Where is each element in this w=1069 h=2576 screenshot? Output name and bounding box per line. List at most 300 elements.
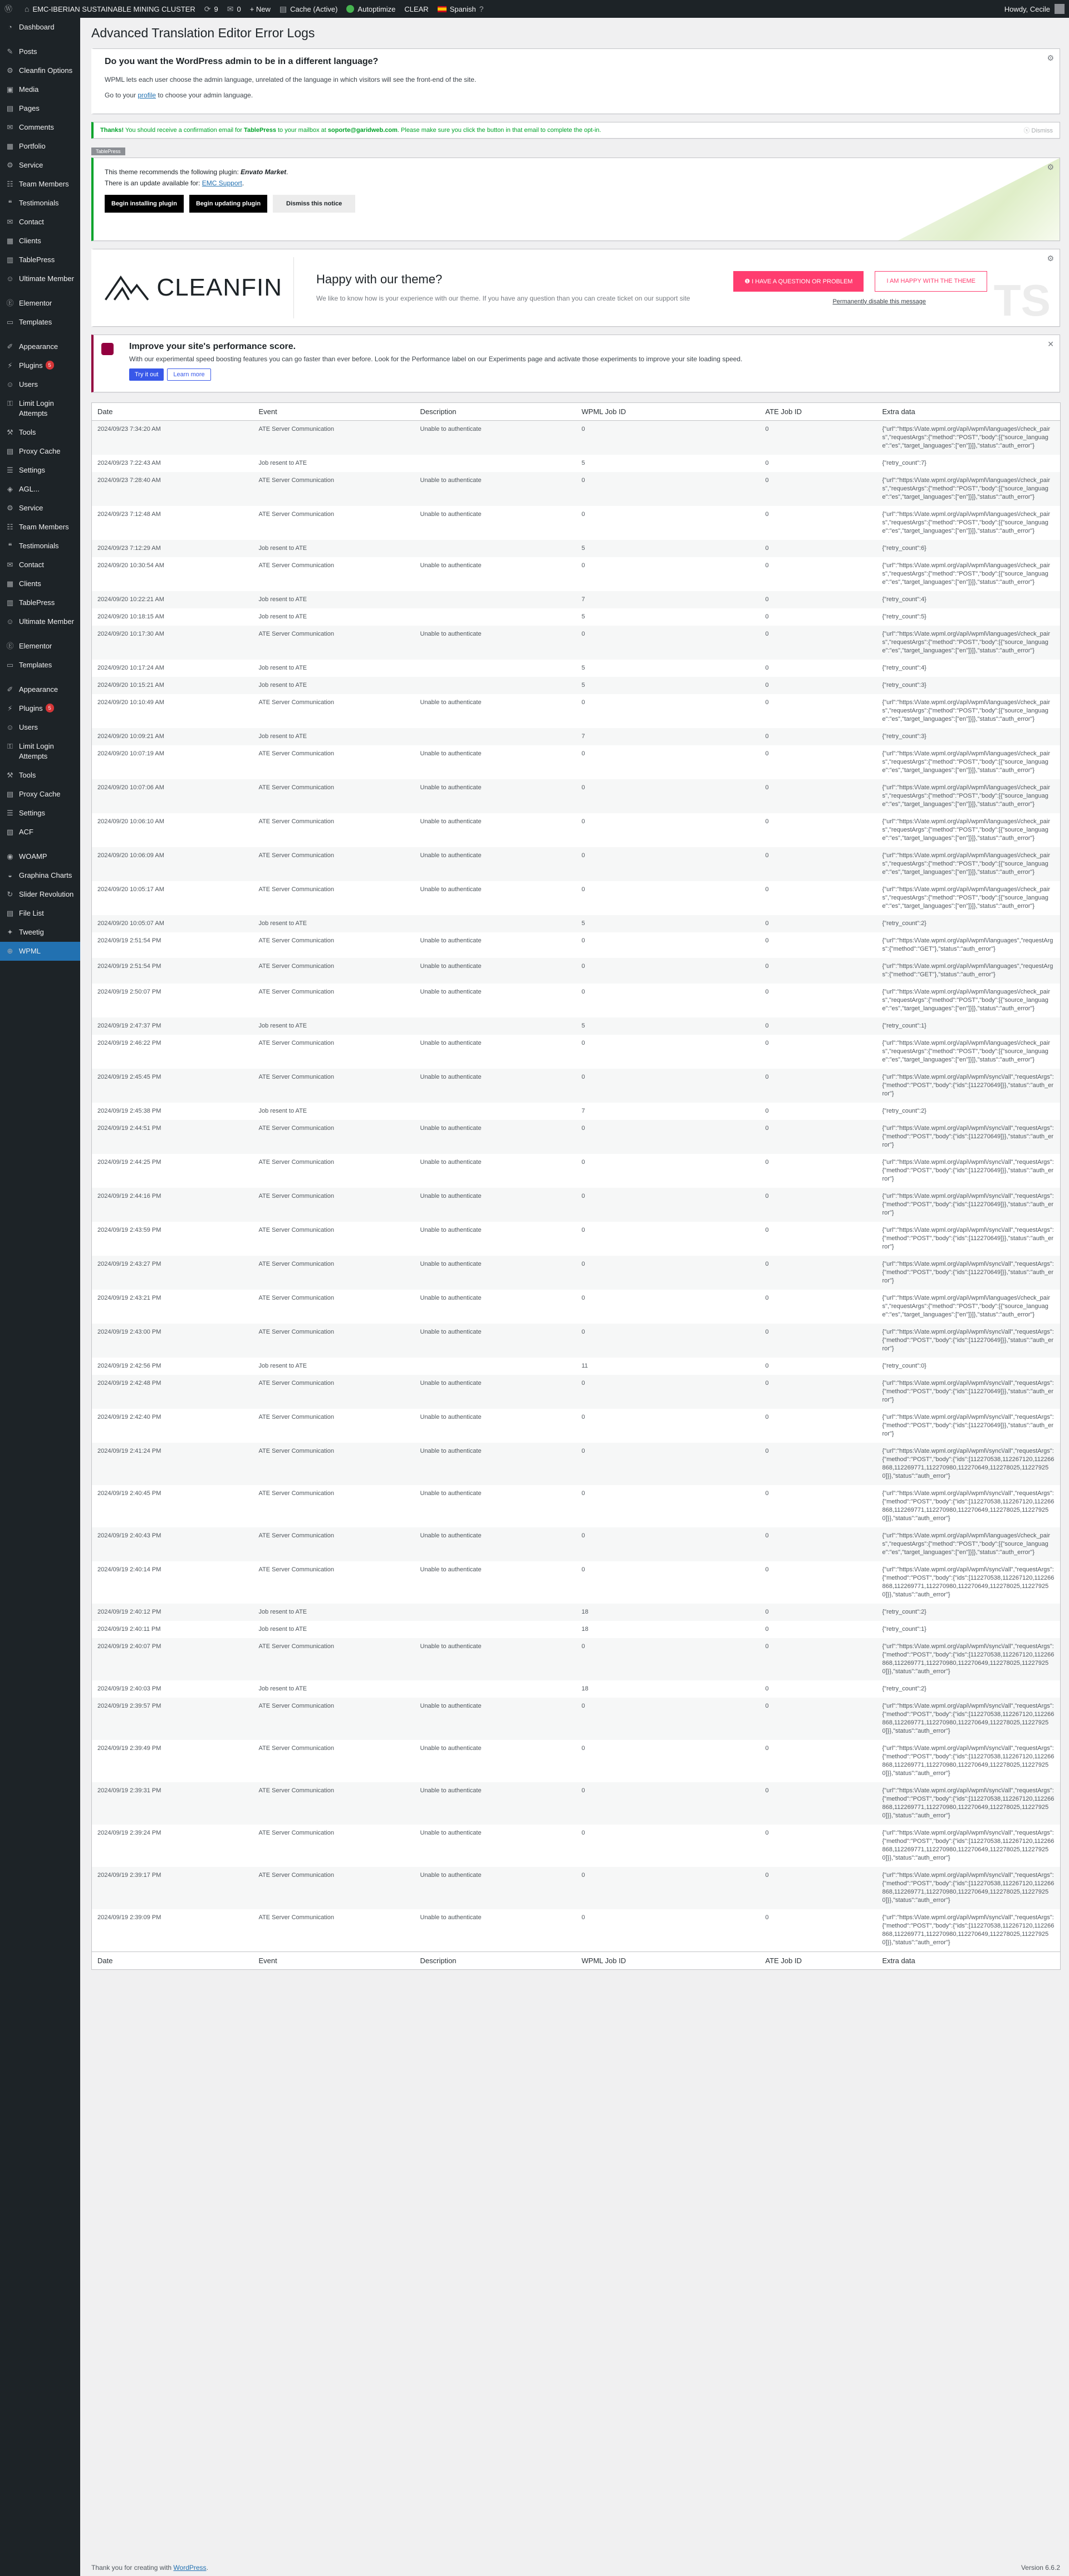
wpml-icon: ⊕ bbox=[7, 947, 13, 955]
table-row bbox=[92, 728, 1061, 745]
settings-icon: ☰ bbox=[7, 466, 13, 474]
sidebar-item-label: Portfolio bbox=[19, 142, 46, 150]
site-name-link[interactable]: ⌂ EMC-IBERIAN SUSTAINABLE MINING CLUSTER bbox=[24, 4, 195, 13]
table-header-row bbox=[92, 403, 1061, 421]
cell-date: 2024/09/19 2:40:12 PM bbox=[92, 1604, 253, 1621]
table-row bbox=[92, 1680, 1061, 1698]
cell-description bbox=[415, 660, 576, 677]
cell-ate-job-id: 0 bbox=[765, 1914, 769, 1921]
cell-description: Unable to authenticate bbox=[420, 1227, 482, 1233]
sidebar-item-graphina-charts[interactable] bbox=[0, 866, 80, 885]
cell-wpml-job-id: 0 bbox=[581, 886, 585, 893]
cell-description: Unable to authenticate bbox=[420, 886, 482, 893]
cell-event: Job resent to ATE bbox=[253, 1604, 415, 1621]
cell-wpml-job-id: 18 bbox=[581, 1685, 589, 1692]
cell-description: Unable to authenticate bbox=[420, 1745, 482, 1752]
wrench-icon: ⚒ bbox=[7, 771, 13, 779]
sidebar-item-tablepress[interactable] bbox=[0, 250, 80, 269]
sidebar-item-clients[interactable] bbox=[0, 574, 80, 593]
column-header-extra-data: Extra data bbox=[877, 403, 1061, 421]
new-content-link[interactable]: + New bbox=[249, 4, 271, 13]
cell-ate-job-id: 0 bbox=[765, 1159, 769, 1166]
cell-ate-job-id: 0 bbox=[760, 1120, 877, 1154]
cell-wpml-job-id: 18 bbox=[581, 1626, 589, 1633]
wpml-language-notice bbox=[91, 48, 1060, 114]
cell-date: 2024/09/19 2:50:07 PM bbox=[97, 989, 161, 995]
cell-extra-data: {"retry_count":2} bbox=[877, 915, 1061, 932]
table-row bbox=[92, 1909, 1061, 1952]
sidebar-item-label: Templates bbox=[19, 661, 52, 669]
cell-description bbox=[415, 1358, 576, 1375]
cell-extra-data: {"retry_count":1} bbox=[882, 1626, 926, 1633]
cell-event: ATE Server Communication bbox=[258, 511, 335, 518]
updates-link[interactable]: ⟳ 9 bbox=[204, 4, 218, 13]
cell-ate-job-id: 0 bbox=[765, 818, 769, 825]
mountain-logo-icon bbox=[105, 270, 149, 306]
sidebar-item-portfolio[interactable] bbox=[0, 137, 80, 156]
cell-description bbox=[415, 455, 576, 472]
column-header-event: Event bbox=[253, 403, 415, 421]
autoptimize-menu[interactable]: Autoptimize bbox=[342, 0, 400, 18]
cell-wpml-job-id: 0 bbox=[576, 421, 760, 455]
cell-extra-data: {"url":"https:\/\/ate.wpml.org\/api\/wpml\/languages\/check_pairs","requestArgs":{"method":"POST","body":[{"source_language":"es","target_languages":["en"]}]},"status":"auth_error"} bbox=[877, 626, 1061, 660]
cell-extra-data: {"url":"https:\/\/ate.wpml.org\/api\/wpml\/languages\/check_pairs","requestArgs":{"method":"POST","body":[{"source_language":"es","target_languages":["en"]}]},"status":"auth_error"} bbox=[882, 562, 1051, 586]
sidebar-item-tweetig[interactable] bbox=[0, 923, 80, 942]
cell-event: ATE Server Communication bbox=[253, 1188, 415, 1222]
sidebar-item-wpml[interactable] bbox=[0, 942, 80, 961]
cell-event: Job resent to ATE bbox=[258, 613, 307, 620]
sidebar-item-contact[interactable] bbox=[0, 555, 80, 574]
cell-date: 2024/09/20 10:07:19 AM bbox=[97, 750, 164, 757]
cell-wpml-job-id: 0 bbox=[581, 1414, 585, 1420]
table-row bbox=[92, 1740, 1061, 1782]
sidebar-item-testimonials[interactable] bbox=[0, 194, 80, 213]
cell-extra-data: {"url":"https:\/\/ate.wpml.org\/api\/wpml\/sync\/all","requestArgs":{"method":"POST","body":{"ids":[112270538,112267120,112266868,112269771,112270980,112270649,112278025,112279250]}},"status":"auth_error"} bbox=[882, 1914, 1055, 1946]
column-header-ate-job-id: ATE Job ID bbox=[760, 1952, 877, 1970]
table-row bbox=[92, 421, 1061, 455]
cell-ate-job-id: 0 bbox=[760, 847, 877, 881]
cell-date: 2024/09/19 2:51:54 PM bbox=[97, 937, 161, 944]
sidebar-item-elementor[interactable] bbox=[0, 294, 80, 313]
cell-description: Unable to authenticate bbox=[420, 1566, 482, 1573]
cell-event: ATE Server Communication bbox=[253, 779, 415, 813]
cell-date: 2024/09/19 2:51:54 PM bbox=[92, 958, 253, 984]
sidebar-item-proxy-cache[interactable] bbox=[0, 785, 80, 804]
version-text: Version 6.6.2 bbox=[1021, 2564, 1060, 2572]
sidebar-item-pages[interactable] bbox=[0, 99, 80, 118]
sidebar-item-label: Limit Login Attempts bbox=[19, 742, 54, 760]
table-row bbox=[92, 455, 1061, 472]
cell-date: 2024/09/19 2:42:56 PM bbox=[97, 1363, 161, 1369]
cell-description: Unable to authenticate bbox=[415, 847, 576, 881]
cell-wpml-job-id: 0 bbox=[581, 750, 585, 757]
settings-icon[interactable]: ⚙ bbox=[1047, 53, 1054, 62]
sidebar-item-label: ACF bbox=[19, 828, 33, 836]
cell-extra-data: {"url":"https:\/\/ate.wpml.org\/api\/wpml\/languages\/check_pairs","requestArgs":{"method":"POST","body":[{"source_language":"es","target_languages":["en"]}]},"status":"auth_error"} bbox=[882, 699, 1051, 722]
clear-menu[interactable]: CLEAR bbox=[404, 4, 429, 13]
cell-wpml-job-id: 0 bbox=[581, 989, 585, 995]
cell-wpml-job-id: 0 bbox=[576, 1443, 760, 1485]
table-row bbox=[92, 1782, 1061, 1825]
table-row bbox=[92, 1154, 1061, 1188]
cell-extra-data: {"url":"https:\/\/ate.wpml.org\/api\/wpml\/sync\/all","requestArgs":{"method":"POST","body":{"ids":[112270538,112267120,112266868,112269771,112270980,112270649,112278025,112279250]}},"status":"auth_error"} bbox=[882, 1490, 1055, 1522]
cell-event: ATE Server Communication bbox=[253, 1698, 415, 1740]
cell-event: ATE Server Communication bbox=[258, 886, 335, 893]
cell-event: Job resent to ATE bbox=[258, 1626, 307, 1633]
cell-extra-data: {"retry_count":6} bbox=[877, 540, 1061, 557]
sidebar-item-templates[interactable] bbox=[0, 313, 80, 332]
cell-description: Unable to authenticate bbox=[420, 1414, 482, 1420]
cell-extra-data: {"url":"https:\/\/ate.wpml.org\/api\/wpml\/sync\/all","requestArgs":{"method":"POST","body":{"ids":[112270538,112267120,112266868,112269771,112270980,112270649,112278025,112279250]}},"status":"auth_error"} bbox=[877, 1782, 1061, 1825]
cell-event: ATE Server Communication bbox=[253, 1527, 415, 1561]
sidebar-item-limit-login-attempts[interactable] bbox=[0, 394, 80, 423]
table-row bbox=[92, 1443, 1061, 1485]
table-row bbox=[92, 1485, 1061, 1527]
dismiss-button[interactable]: ⓧ Dismiss bbox=[1023, 127, 1053, 134]
sidebar-item-team-members[interactable] bbox=[0, 518, 80, 537]
table-row bbox=[92, 1222, 1061, 1256]
sidebar-item-posts[interactable] bbox=[0, 42, 80, 61]
sidebar-item-label: Ultimate Member bbox=[19, 617, 74, 626]
mail-icon: ✉ bbox=[7, 561, 13, 569]
cell-event: ATE Server Communication bbox=[258, 1159, 335, 1166]
cell-description bbox=[415, 728, 576, 745]
sidebar-item-contact[interactable] bbox=[0, 213, 80, 232]
notice-title: Do you want the WordPress admin to be in a different language? bbox=[105, 57, 379, 66]
sidebar-item-ultimate-member[interactable] bbox=[0, 269, 80, 288]
table-body bbox=[92, 421, 1061, 1952]
cell-date: 2024/09/19 2:43:27 PM bbox=[92, 1256, 253, 1290]
folder-icon: ▭ bbox=[6, 318, 14, 326]
cell-ate-job-id: 0 bbox=[765, 1745, 769, 1752]
cell-extra-data: {"url":"https:\/\/ate.wpml.org\/api\/wpml\/languages\/check_pairs","requestArgs":{"method":"POST","body":[{"source_language":"es","target_languages":["en"]}]},"status":"auth_error"} bbox=[882, 989, 1051, 1012]
cache-menu[interactable]: ▤ Cache (Active) bbox=[279, 4, 338, 13]
cell-date: 2024/09/19 2:42:40 PM bbox=[97, 1414, 161, 1420]
cell-description: Unable to authenticate bbox=[415, 626, 576, 660]
spain-flag-icon bbox=[438, 6, 447, 12]
cell-ate-job-id: 0 bbox=[760, 1527, 877, 1561]
cell-date: 2024/09/19 2:39:49 PM bbox=[97, 1745, 161, 1752]
sidebar-item-cleanfin-options[interactable] bbox=[0, 61, 80, 80]
table-row bbox=[92, 984, 1061, 1017]
sidebar-item-elementor[interactable] bbox=[0, 637, 80, 656]
sidebar-item-tools[interactable] bbox=[0, 423, 80, 442]
cell-description: Unable to authenticate bbox=[415, 779, 576, 813]
sidebar-item-dashboard[interactable] bbox=[0, 18, 80, 37]
cell-wpml-job-id: 0 bbox=[576, 958, 760, 984]
sidebar-item-label: Tools bbox=[19, 428, 36, 436]
begin-installing-button[interactable]: Begin installing plugin bbox=[105, 195, 184, 213]
sidebar-item-ultimate-member[interactable] bbox=[0, 612, 80, 631]
sidebar-item-users[interactable] bbox=[0, 718, 80, 737]
table-footer-row bbox=[92, 1952, 1061, 1970]
cell-wpml-job-id: 0 bbox=[576, 1120, 760, 1154]
sidebar-item-team-members[interactable] bbox=[0, 175, 80, 194]
brush-icon: ✐ bbox=[7, 685, 13, 694]
cell-event: ATE Server Communication bbox=[253, 472, 415, 506]
sidebar-item-settings[interactable] bbox=[0, 804, 80, 823]
cell-description bbox=[415, 591, 576, 608]
cell-date: 2024/09/19 2:43:00 PM bbox=[92, 1324, 253, 1358]
cell-wpml-job-id: 0 bbox=[576, 779, 760, 813]
cell-wpml-job-id: 0 bbox=[576, 847, 760, 881]
cell-event: ATE Server Communication bbox=[253, 847, 415, 881]
cell-wpml-job-id: 5 bbox=[576, 1017, 760, 1035]
sidebar-item-tools[interactable] bbox=[0, 766, 80, 785]
table-row bbox=[92, 1409, 1061, 1443]
cell-description bbox=[415, 1621, 576, 1638]
notice-title: Improve your site's performance score. bbox=[129, 342, 296, 351]
users-icon: ☷ bbox=[7, 523, 13, 531]
cell-wpml-job-id: 0 bbox=[581, 818, 585, 825]
table-row bbox=[92, 1825, 1061, 1867]
sidebar-item-label: Posts bbox=[19, 47, 37, 56]
sidebar-item-appearance[interactable] bbox=[0, 680, 80, 699]
cell-extra-data: {"url":"https:\/\/ate.wpml.org\/api\/wpml\/sync\/all","requestArgs":{"method":"POST","body":{"ids":[112270649]}},"status":"auth_error"} bbox=[882, 1414, 1054, 1437]
sidebar-item-label: Ultimate Member bbox=[19, 274, 74, 283]
table-row bbox=[92, 626, 1061, 660]
cell-wpml-job-id: 5 bbox=[576, 540, 760, 557]
gear-icon: ⚙ bbox=[7, 66, 13, 75]
sidebar-item-users[interactable] bbox=[0, 375, 80, 394]
cell-extra-data: {"url":"https:\/\/ate.wpml.org\/api\/wpml\/languages\/check_pairs","requestArgs":{"method":"POST","body":[{"source_language":"es","target_languages":["en"]}]},"status":"auth_error"} bbox=[882, 511, 1051, 534]
table-row bbox=[92, 694, 1061, 728]
cell-event: ATE Server Communication bbox=[253, 1069, 415, 1103]
cell-date: 2024/09/20 10:18:15 AM bbox=[97, 613, 164, 620]
tweet-icon: ✦ bbox=[7, 928, 13, 936]
grid-icon: ▦ bbox=[6, 237, 14, 245]
cell-event: ATE Server Communication bbox=[258, 1745, 335, 1752]
cell-wpml-job-id: 0 bbox=[581, 1490, 585, 1497]
sidebar-item-clients[interactable] bbox=[0, 232, 80, 250]
cell-extra-data: {"url":"https:\/\/ate.wpml.org\/api\/wpml\/languages\/check_pairs","requestArgs":{"method":"POST","body":[{"source_language":"es","target_languages":["en"]}]},"status":"auth_error"} bbox=[882, 1040, 1051, 1063]
quote-icon: ❝ bbox=[8, 199, 12, 207]
sidebar-item-file-list[interactable] bbox=[0, 904, 80, 923]
cell-event: ATE Server Communication bbox=[253, 1782, 415, 1825]
sidebar-item-plugins[interactable] bbox=[0, 699, 80, 718]
cell-wpml-job-id: 0 bbox=[581, 1227, 585, 1233]
sidebar-item-label: Service bbox=[19, 161, 43, 169]
try-it-out-button[interactable]: Try it out bbox=[129, 368, 164, 381]
cell-wpml-job-id: 0 bbox=[576, 1256, 760, 1290]
cell-extra-data: {"url":"https:\/\/ate.wpml.org\/api\/wpml\/sync\/all","requestArgs":{"method":"POST","body":{"ids":[112270649]}},"status":"auth_error"} bbox=[877, 1256, 1061, 1290]
cell-date: 2024/09/19 2:45:38 PM bbox=[97, 1108, 161, 1114]
comments-link[interactable]: ✉ 0 bbox=[227, 4, 241, 13]
cell-description: Unable to authenticate bbox=[415, 958, 576, 984]
wp-logo-icon[interactable]: Ⓦ bbox=[4, 4, 12, 13]
my-account-menu[interactable]: Howdy, Cecile bbox=[1000, 0, 1069, 18]
cell-description: Unable to authenticate bbox=[420, 1830, 482, 1836]
table-row bbox=[92, 1256, 1061, 1290]
cell-wpml-job-id: 0 bbox=[576, 1698, 760, 1740]
table-row bbox=[92, 540, 1061, 557]
cell-event: ATE Server Communication bbox=[253, 1375, 415, 1409]
cell-description: Unable to authenticate bbox=[420, 750, 482, 757]
quote-icon: ❝ bbox=[8, 542, 12, 550]
cell-extra-data: {"url":"https:\/\/ate.wpml.org\/api\/wpml\/sync\/all","requestArgs":{"method":"POST","body":{"ids":[112270649]}},"status":"auth_error"} bbox=[882, 1159, 1054, 1182]
sidebar-item-label: Users bbox=[19, 723, 38, 731]
avatar bbox=[1055, 4, 1065, 14]
file-icon: ▤ bbox=[6, 909, 14, 917]
cell-ate-job-id: 0 bbox=[760, 1069, 877, 1103]
sidebar-item-limit-login-attempts[interactable] bbox=[0, 737, 80, 766]
table-row bbox=[92, 1017, 1061, 1035]
status-dot-icon bbox=[346, 5, 354, 13]
cell-event: Job resent to ATE bbox=[253, 677, 415, 694]
cell-extra-data: {"url":"https:\/\/ate.wpml.org\/api\/wpml\/sync\/all","requestArgs":{"method":"POST","body":{"ids":[112270538,112267120,112266868,112269771,112270980,112270649,112278025,112279250]}},"status":"auth_error"} bbox=[882, 1745, 1055, 1777]
cell-date: 2024/09/19 2:39:57 PM bbox=[92, 1698, 253, 1740]
cell-description: Unable to authenticate bbox=[415, 1375, 576, 1409]
cell-extra-data: {"url":"https:\/\/ate.wpml.org\/api\/wpml\/sync\/all","requestArgs":{"method":"POST","body":{"ids":[112270649]}},"status":"auth_error"} bbox=[877, 1324, 1061, 1358]
cell-extra-data: {"retry_count":2} bbox=[882, 1108, 926, 1114]
cell-description: Unable to authenticate bbox=[420, 511, 482, 518]
sidebar-item-appearance[interactable] bbox=[0, 337, 80, 356]
cell-description: Unable to authenticate bbox=[415, 1867, 576, 1909]
sidebar-item-label: Testimonials bbox=[19, 542, 59, 550]
cell-date: 2024/09/19 2:44:16 PM bbox=[92, 1188, 253, 1222]
table-row bbox=[92, 847, 1061, 881]
cell-extra-data: {"url":"https:\/\/ate.wpml.org\/api\/wpml\/languages\/check_pairs","requestArgs":{"method":"POST","body":[{"source_language":"es","target_languages":["en"]}]},"status":"auth_error"} bbox=[877, 779, 1061, 813]
cell-date: 2024/09/19 2:45:45 PM bbox=[92, 1069, 253, 1103]
table-row bbox=[92, 1035, 1061, 1069]
elementor-icon: Ⓔ bbox=[6, 642, 14, 650]
cell-date: 2024/09/20 10:09:21 AM bbox=[92, 728, 253, 745]
cell-extra-data: {"url":"https:\/\/ate.wpml.org\/api\/wpml\/sync\/all","requestArgs":{"method":"POST","body":{"ids":[112270649]}},"status":"auth_error"} bbox=[877, 1188, 1061, 1222]
sidebar-item-settings[interactable] bbox=[0, 461, 80, 480]
cell-wpml-job-id: 5 bbox=[581, 460, 585, 466]
cell-event: Job resent to ATE bbox=[253, 915, 415, 932]
cell-extra-data: {"url":"https:\/\/ate.wpml.org\/api\/wpml\/languages\/check_pairs","requestArgs":{"method":"POST","body":[{"source_language":"es","target_languages":["en"]}]},"status":"auth_error"} bbox=[877, 421, 1061, 455]
cell-wpml-job-id: 5 bbox=[581, 665, 585, 671]
table-row bbox=[92, 1375, 1061, 1409]
sidebar-item-proxy-cache[interactable] bbox=[0, 442, 80, 461]
sidebar-item-slider-revolution[interactable] bbox=[0, 885, 80, 904]
sidebar-item-testimonials[interactable] bbox=[0, 537, 80, 555]
cell-event: ATE Server Communication bbox=[258, 1490, 335, 1497]
menu-separator bbox=[0, 332, 80, 337]
wordpress-link[interactable]: WordPress bbox=[173, 2564, 207, 2572]
cell-wpml-job-id: 0 bbox=[581, 562, 585, 569]
cell-event: ATE Server Communication bbox=[258, 562, 335, 569]
cell-wpml-job-id: 0 bbox=[576, 1069, 760, 1103]
dismiss-notice-button[interactable]: Dismiss this notice bbox=[273, 195, 355, 213]
begin-updating-button[interactable]: Begin updating plugin bbox=[189, 195, 267, 213]
close-icon[interactable]: ✕ bbox=[1047, 340, 1054, 348]
cell-wpml-job-id: 5 bbox=[576, 677, 760, 694]
column-header-ate-job-id: ATE Job ID bbox=[760, 403, 877, 421]
user-icon: ☺ bbox=[6, 274, 14, 283]
cell-ate-job-id: 0 bbox=[760, 677, 877, 694]
sidebar-item-media[interactable] bbox=[0, 80, 80, 99]
sidebar-item-label: Team Members bbox=[19, 523, 69, 531]
cell-event: Job resent to ATE bbox=[253, 728, 415, 745]
cell-ate-job-id: 0 bbox=[760, 1375, 877, 1409]
cell-date: 2024/09/23 7:28:40 AM bbox=[92, 472, 253, 506]
cell-event: ATE Server Communication bbox=[253, 958, 415, 984]
learn-more-button[interactable]: Learn more bbox=[167, 368, 210, 381]
media-icon: ▣ bbox=[6, 85, 14, 94]
cell-ate-job-id: 0 bbox=[760, 421, 877, 455]
question-or-problem-button[interactable]: ❶ I HAVE A QUESTION OR PROBLEM bbox=[733, 271, 864, 292]
sidebar-item-plugins[interactable] bbox=[0, 356, 80, 375]
sidebar-item-woamp[interactable] bbox=[0, 847, 80, 866]
column-header-extra-data: Extra data bbox=[877, 1952, 1061, 1970]
cell-date: 2024/09/20 10:15:21 AM bbox=[92, 677, 253, 694]
close-icon: ⓧ bbox=[1023, 127, 1032, 134]
profile-link[interactable]: profile bbox=[138, 91, 156, 99]
sidebar-item-acf[interactable] bbox=[0, 823, 80, 842]
cell-extra-data: {"retry_count":4} bbox=[877, 591, 1061, 608]
lock-icon: ⚿ bbox=[7, 399, 13, 407]
pin-icon: ✎ bbox=[7, 47, 13, 56]
language-switcher[interactable]: Spanish ? bbox=[433, 0, 488, 18]
home-icon: ⌂ bbox=[24, 4, 30, 13]
cell-ate-job-id: 0 bbox=[760, 958, 877, 984]
sidebar-item-label: Limit Login Attempts bbox=[19, 399, 54, 417]
table-row bbox=[92, 1358, 1061, 1375]
table-row bbox=[92, 745, 1061, 779]
menu-separator bbox=[0, 631, 80, 637]
menu-separator bbox=[0, 37, 80, 42]
cell-date: 2024/09/19 2:39:24 PM bbox=[97, 1830, 161, 1836]
sidebar-item-label: Appearance bbox=[19, 342, 58, 351]
cell-ate-job-id: 0 bbox=[765, 1414, 769, 1420]
users-icon: ☷ bbox=[7, 180, 13, 188]
settings-icon[interactable]: ⚙ bbox=[1047, 163, 1054, 171]
gear-icon: ⚙ bbox=[7, 504, 13, 512]
cell-date: 2024/09/19 2:40:11 PM bbox=[97, 1626, 161, 1633]
sidebar-item-templates[interactable] bbox=[0, 656, 80, 675]
cell-wpml-job-id: 7 bbox=[576, 591, 760, 608]
sidebar-item-service[interactable] bbox=[0, 499, 80, 518]
cell-description: Unable to authenticate bbox=[420, 1490, 482, 1497]
sidebar-item-label: File List bbox=[19, 909, 44, 917]
sidebar-item-label: Settings bbox=[19, 466, 45, 474]
cache-icon: ▤ bbox=[6, 447, 14, 455]
sidebar-item-service[interactable] bbox=[0, 156, 80, 175]
column-header-description: Description bbox=[415, 1952, 576, 1970]
cell-date: 2024/09/23 7:12:48 AM bbox=[97, 511, 161, 518]
cell-description: Unable to authenticate bbox=[415, 1638, 576, 1680]
plugin-update-link[interactable]: EMC Support bbox=[202, 179, 242, 187]
column-header-date: Date bbox=[92, 1952, 253, 1970]
cell-ate-job-id: 0 bbox=[760, 1017, 877, 1035]
sidebar-item-agl[interactable] bbox=[0, 480, 80, 499]
cell-event: Job resent to ATE bbox=[258, 1685, 307, 1692]
sidebar-item-label: Contact bbox=[19, 561, 44, 569]
sidebar-item-label: Users bbox=[19, 380, 38, 389]
cell-description: Unable to authenticate bbox=[415, 1324, 576, 1358]
cell-description bbox=[415, 540, 576, 557]
table-row bbox=[92, 506, 1061, 540]
acf-icon: ▧ bbox=[6, 828, 14, 836]
cell-wpml-job-id: 0 bbox=[581, 1159, 585, 1166]
sidebar-item-label: Team Members bbox=[19, 180, 69, 188]
sidebar-item-tablepress[interactable] bbox=[0, 593, 80, 612]
sidebar-item-label: Tools bbox=[19, 771, 36, 779]
happy-with-theme-button[interactable]: I AM HAPPY WITH THE THEME bbox=[875, 271, 987, 292]
cell-date: 2024/09/19 2:40:03 PM bbox=[97, 1685, 161, 1692]
cell-date: 2024/09/19 2:47:37 PM bbox=[92, 1017, 253, 1035]
cell-event: Job resent to ATE bbox=[258, 460, 307, 466]
cell-event: ATE Server Communication bbox=[253, 626, 415, 660]
sidebar-item-comments[interactable] bbox=[0, 118, 80, 137]
permanently-disable-link[interactable]: Permanently disable this message bbox=[832, 298, 926, 305]
cell-wpml-job-id: 0 bbox=[576, 1782, 760, 1825]
comment-icon: ✉ bbox=[227, 4, 234, 13]
settings-icon[interactable]: ⚙ bbox=[1047, 254, 1054, 263]
cell-ate-job-id: 0 bbox=[765, 562, 769, 569]
